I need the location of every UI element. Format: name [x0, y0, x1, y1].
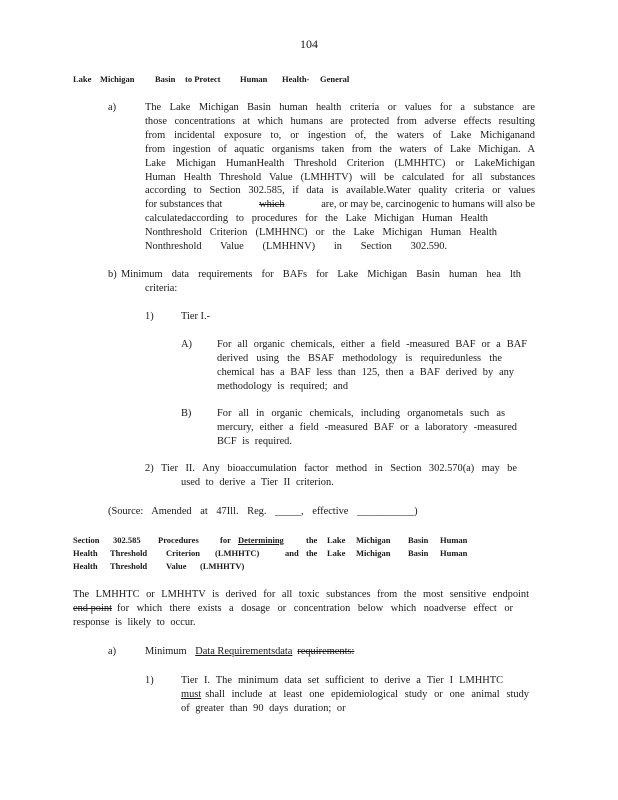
tier2-text	[145, 462, 517, 490]
text-line: Tier I. The minimum data set sufficient to derive a Tier I LMHHTC	[181, 675, 503, 686]
heading-word: Value	[166, 561, 187, 571]
text-line: Human Health Threshold Value (LMHHTV) will be calculated for all substances	[145, 171, 535, 183]
heading-word: Threshold	[110, 561, 148, 571]
item-b-text	[217, 407, 517, 449]
intro-paragraph	[73, 588, 529, 630]
text-line-with-underline	[181, 688, 529, 702]
text-line: 2) Tier II. Any bioaccumulation factor method in Section 302.570(a) may be	[145, 463, 517, 474]
heading-word: Basin	[408, 535, 429, 545]
heading-word: (LMHHTV)	[200, 561, 245, 571]
para-a2-heading	[145, 645, 354, 659]
item-a-text	[217, 338, 527, 394]
underlined-text: Data Requirementsdata	[195, 646, 293, 657]
heading-word: 302.585	[113, 535, 141, 545]
text-fragment: Minimum	[145, 646, 187, 657]
heading-word: Section	[73, 535, 100, 545]
text-fragment: for substances that	[145, 199, 223, 211]
heading-word: General	[320, 74, 350, 84]
heading-word: Human	[440, 535, 468, 545]
heading-word: Michigan	[356, 535, 391, 545]
heading-word: and	[285, 548, 299, 558]
text-line: For all in organic chemicals, including organometals such as	[217, 408, 505, 419]
item-b-label: B)	[181, 408, 192, 419]
text-line: response is likely to occur.	[73, 616, 196, 628]
text-fragment: are, or may be, carcinogenic to humans will also be	[321, 199, 535, 211]
section-heading	[0, 74, 618, 86]
tier1-label: 1)	[145, 311, 154, 322]
text-line: criteria:	[145, 282, 178, 294]
heading-word: for	[220, 535, 231, 545]
para-a-text	[145, 101, 535, 254]
source-note: (Source: Amended at 47Ill. Reg. _____, effective ___________)	[108, 506, 418, 517]
heading-word: Lake	[327, 535, 346, 545]
para-b-label: b)	[108, 269, 117, 280]
text-line: derived using the BSAF methodology is requiredunless the	[217, 352, 502, 364]
heading-word: Basin	[155, 74, 176, 84]
heading-word: Basin	[408, 548, 429, 558]
tier1-title: Tier I.-	[181, 311, 211, 322]
text-fragment: for which there exists a dosage or concentration below which noadverse effect or	[116, 602, 513, 614]
heading-word: Criterion	[166, 548, 200, 558]
item-a-label: A)	[181, 339, 192, 350]
text-line: BCF is required.	[217, 435, 292, 447]
struck-text: which	[259, 199, 285, 211]
heading-word: Human	[440, 548, 468, 558]
heading-word: Michigan	[356, 548, 391, 558]
section-585-heading	[0, 535, 618, 577]
item-1-text	[181, 674, 529, 716]
text-line: from incidental exposure to, or ingestion of, the waters of Lake Michiganand	[145, 129, 535, 141]
heading-word: Michigan	[100, 74, 135, 84]
text-line: methodology is required; and	[217, 380, 349, 392]
text-line: For all organic chemicals, either a field -measured BAF or a BAF	[217, 339, 527, 350]
item-1-label: 1)	[145, 675, 154, 686]
heading-word: Human	[240, 74, 268, 84]
text-line: from ingestion of aquatic organisms taken from the waters of Lake Michigan. A	[145, 143, 535, 155]
text-fragment: shall include at least one epidemiological study or one animal study	[205, 688, 529, 700]
text-line: those concentrations at which humans are protected from adverse effects resulting	[145, 115, 535, 127]
heading-word: Lake	[73, 74, 92, 84]
text-line: chemical has a BAF less than 125, then a BAF derived by any	[217, 366, 514, 378]
para-b-text	[121, 268, 521, 296]
page-number: 104	[300, 37, 318, 51]
heading-word: Health	[73, 548, 98, 558]
text-line: mercury, either a field -measured BAF or a laboratory -measured	[217, 421, 517, 433]
text-line: Lake Michigan HumanHealth Threshold Criterion (LMHHTC) or LakeMichigan	[145, 157, 535, 169]
heading-word: Health-	[282, 74, 310, 84]
heading-word: Determining	[238, 535, 284, 545]
para-a2-label: a)	[108, 646, 117, 657]
struck-text: end point	[73, 602, 112, 614]
para-a-label: a)	[108, 102, 117, 113]
text-line: The LMHHTC or LMHHTV is derived for all toxic substances from the most sensitive endpoint	[73, 589, 529, 600]
text-line: Nonthreshold Value (LMHHNV) in Section 302.590.	[145, 241, 447, 253]
heading-word: Threshold	[110, 548, 148, 558]
heading-word: the	[306, 535, 318, 545]
text-line: used to derive a Tier II criterion.	[181, 476, 334, 488]
text-line: of greater than 90 days duration; or	[181, 702, 346, 714]
heading-word: Lake	[327, 548, 346, 558]
heading-word: the	[306, 548, 318, 558]
heading-word: Health	[73, 561, 98, 571]
heading-word: to Protect	[185, 74, 221, 84]
text-line-with-strike	[73, 602, 513, 616]
text-line: Minimum data requirements for BAFs for Lake Michigan Basin human hea lth	[121, 269, 521, 280]
text-line: Nonthreshold Criterion (LMHHNC) or the Lake Michigan Human Health	[145, 227, 497, 239]
text-line: calculatedaccording to procedures for the Lake Michigan Human Health	[145, 213, 488, 225]
text-line: The Lake Michigan Basin human health criteria or values for a substance are	[145, 102, 535, 113]
struck-text: requirements:	[297, 646, 355, 657]
heading-word: Procedures	[158, 535, 199, 545]
text-line-with-strike	[145, 198, 535, 212]
heading-word: (LMHHTC)	[215, 548, 260, 558]
text-line: according to Section 302.585, if data is available.Water quality criteria or values	[145, 185, 535, 197]
underlined-text: must	[181, 688, 202, 700]
